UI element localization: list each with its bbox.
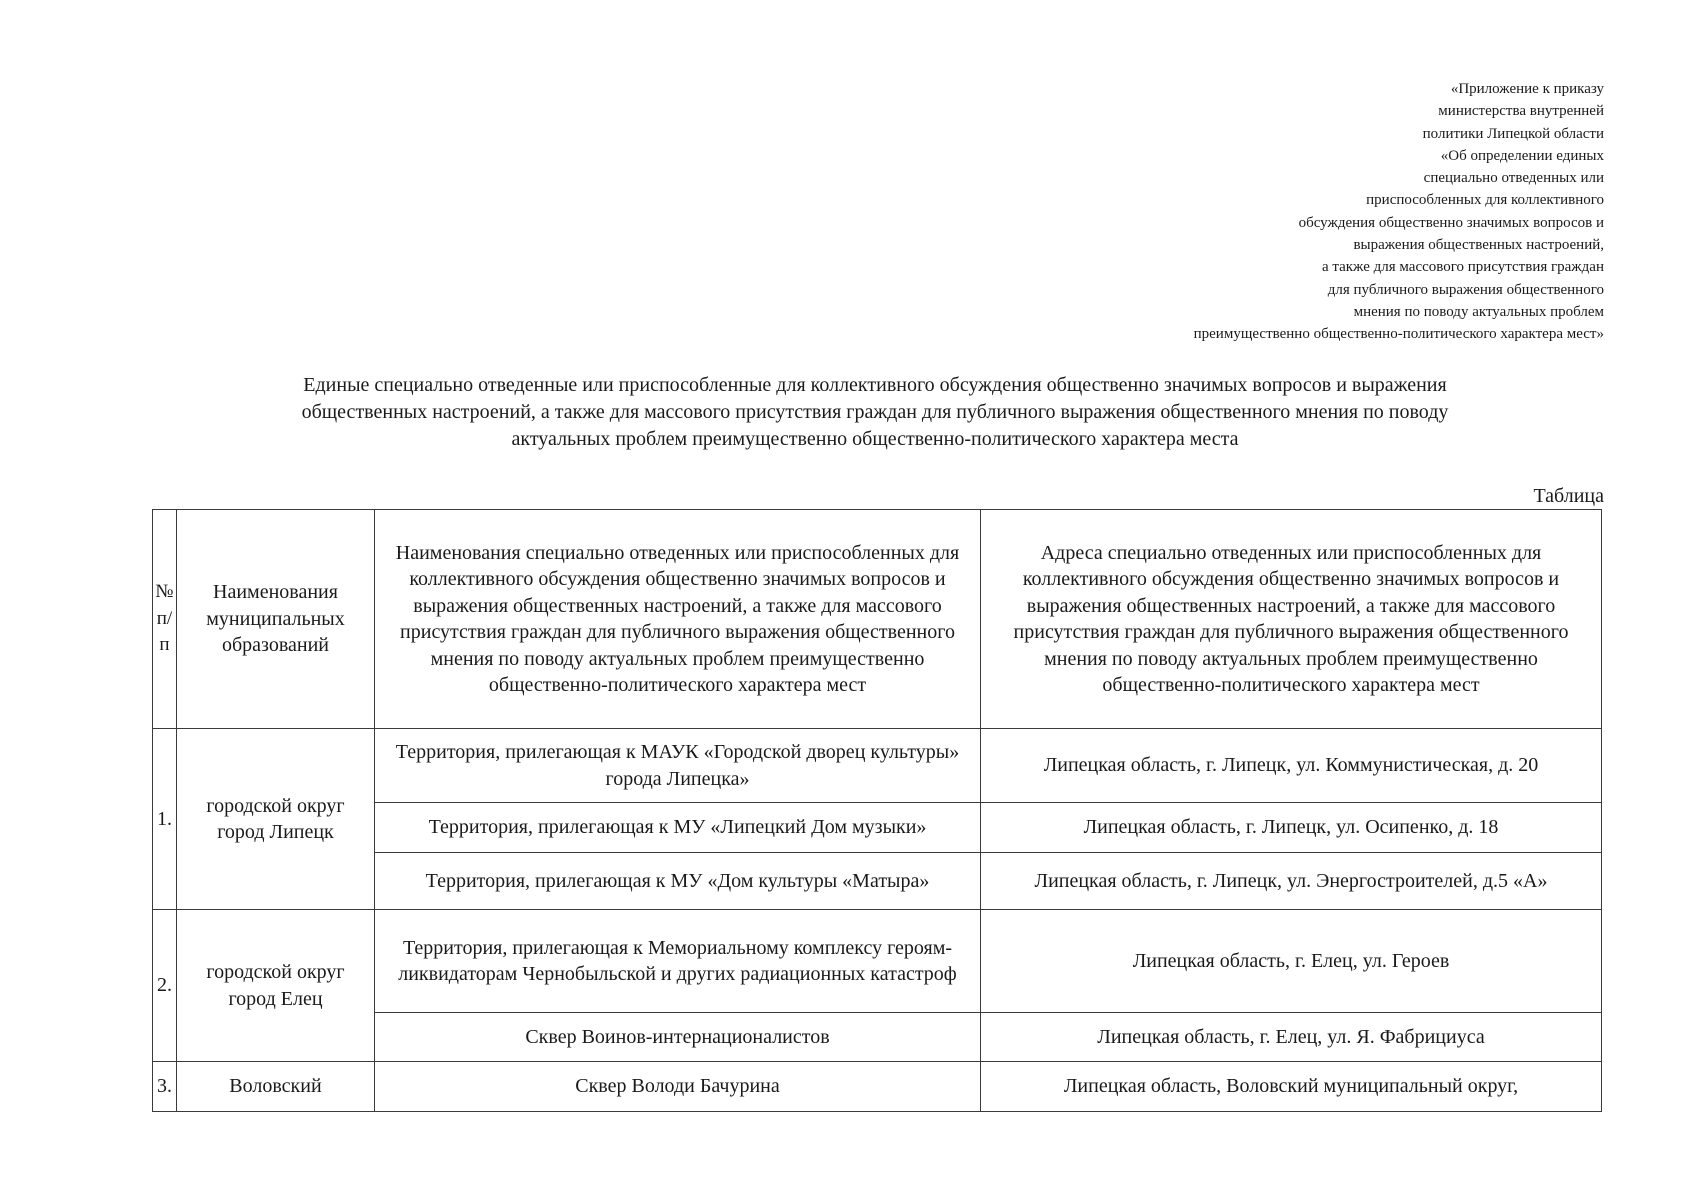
appendix-line: мнения по поводу актуальных проблем — [1353, 303, 1604, 320]
row-address: Липецкая область, Воловский муниципальный округ, — [981, 1062, 1602, 1112]
row-place-name: Территория, прилегающая к МУ «Липецкий Дом музыки» — [375, 803, 981, 853]
row-municipality: городской округ город Елец — [177, 910, 375, 1062]
places-table — [152, 509, 1602, 1112]
appendix-reference — [1044, 78, 1604, 346]
header-place-name: Наименования специально отведенных или приспособленных для коллективного обсуждения общественно значимых вопросов и выражения общественных настроений, а также для массового присутствия граждан для публичного выражения общественного мнения по поводу актуальных проблем преимущественно общественно-политического характера мест — [375, 510, 981, 729]
header-address: Адреса специально отведенных или приспособленных для коллективного обсуждения общественно значимых вопросов и выражения общественных настроений, а также для массового присутствия граждан для публичного выражения общественного мнения по поводу актуальных проблем преимущественно общественно-политического характера мест — [981, 510, 1602, 729]
table-row — [153, 729, 1602, 803]
title-line: актуальных проблем преимущественно общественно-политического характера места — [511, 428, 1239, 450]
row-address: Липецкая область, г. Липецк, ул. Коммунистическая, д. 20 — [981, 729, 1602, 803]
row-address: Липецкая область, г. Липецк, ул. Энергостроителей, д.5 «А» — [981, 853, 1602, 910]
row-address: Липецкая область, г. Елец, ул. Героев — [981, 910, 1602, 1013]
appendix-line: специально отведенных или — [1423, 170, 1604, 187]
row-num: 3. — [153, 1062, 177, 1112]
appendix-line: а также для массового присутствия граждан — [1321, 259, 1604, 276]
appendix-line: преимущественно общественно-политического характера мест» — [1193, 326, 1604, 343]
row-municipality: Воловский — [177, 1062, 375, 1112]
appendix-line: министерства внутренней — [1438, 103, 1604, 120]
row-place-name: Территория, прилегающая к МАУК «Городской дворец культуры» города Липецка» — [375, 729, 981, 803]
header-num: № п/п — [153, 510, 177, 729]
table-caption: Таблица — [1533, 485, 1604, 507]
appendix-line: «Об определении единых — [1440, 147, 1604, 164]
appendix-line: политики Липецкой области — [1422, 125, 1604, 142]
row-place-name: Территория, прилегающая к МУ «Дом культуры «Матыра» — [375, 853, 981, 910]
row-municipality: городской округ город Липецк — [177, 729, 375, 910]
row-num: 2. — [153, 910, 177, 1062]
document-title — [190, 372, 1560, 453]
header-municipality: Наименования муниципальных образований — [177, 510, 375, 729]
title-line: Единые специально отведенные или приспособленные для коллективного обсуждения общественно значимых вопросов и выражения — [303, 374, 1447, 396]
row-place-name: Территория, прилегающая к Мемориальному комплексу героям-ликвидаторам Чернобыльской и других радиационных катастроф — [375, 910, 981, 1013]
table-header-row — [153, 510, 1602, 729]
appendix-line: для публичного выражения общественного — [1327, 281, 1604, 298]
row-num: 1. — [153, 729, 177, 910]
row-place-name: Сквер Володи Бачурина — [375, 1062, 981, 1112]
title-line: общественных настроений, а также для массового присутствия граждан для публичного выражения общественного мнения по поводу — [301, 401, 1449, 423]
appendix-line: «Приложение к приказу — [1450, 81, 1604, 97]
appendix-line: выражения общественных настроений, — [1353, 237, 1604, 254]
row-address: Липецкая область, г. Липецк, ул. Осипенко, д. 18 — [981, 803, 1602, 853]
appendix-line: приспособленных для коллективного — [1366, 192, 1604, 209]
table-row — [153, 1062, 1602, 1112]
row-place-name: Сквер Воинов-интернационалистов — [375, 1013, 981, 1062]
row-address: Липецкая область, г. Елец, ул. Я. Фабрициуса — [981, 1013, 1602, 1062]
appendix-line: обсуждения общественно значимых вопросов и — [1298, 214, 1604, 231]
table-row — [153, 910, 1602, 1013]
